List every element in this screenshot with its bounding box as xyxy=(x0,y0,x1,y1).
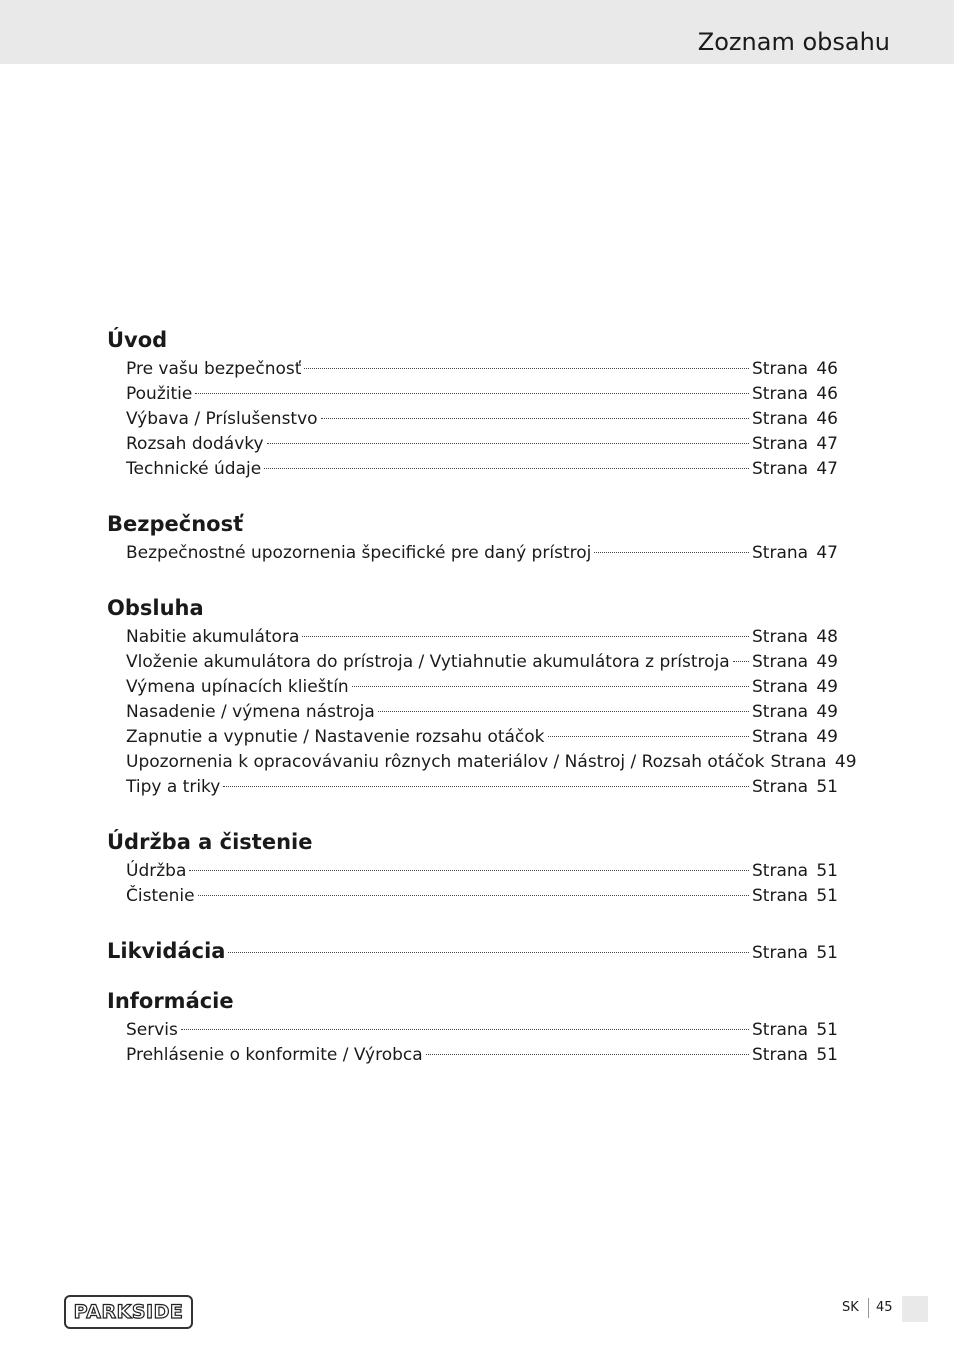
toc-entry[interactable] xyxy=(107,432,838,457)
toc-entry[interactable] xyxy=(107,775,838,800)
page-word: Strana xyxy=(752,702,809,722)
logo-text: PARKSIDE xyxy=(73,1301,184,1323)
section-title: Obsluha xyxy=(107,596,204,620)
dot-leader xyxy=(223,786,749,787)
page-number: 51 xyxy=(816,861,838,881)
table-of-contents xyxy=(107,323,857,1068)
page-word: Strana xyxy=(752,459,809,479)
parkside-logo xyxy=(64,1295,193,1329)
toc-entry-label: Údržba xyxy=(126,861,187,881)
page-word: Strana xyxy=(752,434,809,454)
dot-leader xyxy=(733,661,749,662)
toc-entry[interactable] xyxy=(107,700,838,725)
section-title: Likvidácia xyxy=(107,939,226,963)
dot-leader xyxy=(302,636,749,637)
toc-section-udrzba xyxy=(107,825,838,934)
toc-entry[interactable] xyxy=(107,457,838,482)
toc-entry-label: Čistenie xyxy=(126,886,195,906)
toc-entry-label: Bezpečnostné upozornenia špecifické pre daný prístroj xyxy=(126,543,592,563)
page-number: 51 xyxy=(816,777,838,797)
dot-leader xyxy=(264,468,749,469)
toc-entry-label: Upozornenia k opracovávaniu rôznych materiálov / Nástroj / Rozsah otáčok xyxy=(126,752,765,772)
toc-entry-label: Použitie xyxy=(126,384,193,404)
toc-entry[interactable] xyxy=(107,884,838,909)
dot-leader xyxy=(267,443,749,444)
dot-leader xyxy=(378,711,749,712)
page-word: Strana xyxy=(752,652,809,672)
dot-leader xyxy=(594,552,749,553)
page-word: Strana xyxy=(752,409,809,429)
page-word: Strana xyxy=(752,384,809,404)
page-word: Strana xyxy=(752,543,809,563)
toc-entry[interactable] xyxy=(107,859,838,884)
toc-section-informacie xyxy=(107,984,838,1068)
dot-leader xyxy=(181,1029,749,1030)
dot-leader xyxy=(548,736,749,737)
page-number: 47 xyxy=(816,459,838,479)
page-number: 51 xyxy=(816,943,838,963)
section-title: Úvod xyxy=(107,328,168,352)
dot-leader xyxy=(189,870,749,871)
toc-entry-label: Servis xyxy=(126,1020,178,1040)
toc-entry-label: Výmena upínacích klieštín xyxy=(126,677,349,697)
toc-section-uvod xyxy=(107,323,838,507)
toc-entry-label: Tipy a triky xyxy=(126,777,221,797)
section-title: Bezpečnosť xyxy=(107,512,244,536)
dot-leader xyxy=(352,686,749,687)
toc-entry-label: Nabitie akumulátora xyxy=(126,627,300,647)
page-word: Strana xyxy=(752,886,809,906)
toc-entry[interactable] xyxy=(107,1018,838,1043)
page-number: 49 xyxy=(834,752,857,772)
page-number: 51 xyxy=(816,1045,838,1065)
toc-entry[interactable] xyxy=(107,934,838,968)
toc-entry-label: Prehlásenie o konformite / Výrobca xyxy=(126,1045,423,1065)
dot-leader xyxy=(304,368,749,369)
toc-entry[interactable] xyxy=(107,675,838,700)
footer-divider xyxy=(868,1298,869,1318)
section-title: Údržba a čistenie xyxy=(107,830,313,854)
page-number: 46 xyxy=(816,384,838,404)
toc-entry[interactable] xyxy=(107,1043,838,1068)
toc-entry[interactable] xyxy=(107,407,838,432)
page-number: 47 xyxy=(816,434,838,454)
page-word: Strana xyxy=(752,359,809,379)
toc-entry-label: Zapnutie a vypnutie / Nastavenie rozsahu otáčok xyxy=(126,727,545,747)
page-number: 46 xyxy=(816,359,838,379)
page-title: Zoznam obsahu xyxy=(697,28,890,56)
dot-leader xyxy=(321,418,749,419)
page-number: 51 xyxy=(816,1020,838,1040)
toc-entry-label: Pre vašu bezpečnosť xyxy=(126,359,302,379)
toc-entry[interactable] xyxy=(107,382,838,407)
page-word: Strana xyxy=(770,752,827,772)
page-word: Strana xyxy=(752,777,809,797)
page-word: Strana xyxy=(752,727,809,747)
toc-section-obsluha xyxy=(107,591,857,825)
page-number: 49 xyxy=(816,652,838,672)
section-title: Informácie xyxy=(107,989,234,1013)
page-number: 49 xyxy=(816,727,838,747)
dot-leader xyxy=(228,952,749,953)
page-word: Strana xyxy=(752,677,809,697)
toc-entry[interactable] xyxy=(107,357,838,382)
toc-entry[interactable] xyxy=(107,650,838,675)
toc-section-bezpecnost xyxy=(107,507,838,591)
page-word: Strana xyxy=(752,1020,809,1040)
toc-entry-label: Rozsah dodávky xyxy=(126,434,264,454)
dot-leader xyxy=(195,393,749,394)
toc-entry-label: Nasadenie / výmena nástroja xyxy=(126,702,375,722)
toc-entry-label: Technické údaje xyxy=(126,459,262,479)
toc-entry-label: Vloženie akumulátora do prístroja / Vytiahnutie akumulátora z prístroja xyxy=(126,652,730,672)
toc-entry-label: Výbava / Príslušenstvo xyxy=(126,409,318,429)
page-number: 46 xyxy=(816,409,838,429)
page-number: 47 xyxy=(816,543,838,563)
language-code: SK xyxy=(842,1300,859,1315)
page-number: 49 xyxy=(816,677,838,697)
toc-entry[interactable] xyxy=(107,750,857,775)
page-number: 49 xyxy=(816,702,838,722)
dot-leader xyxy=(426,1054,749,1055)
page-word: Strana xyxy=(752,943,809,963)
dot-leader xyxy=(198,895,749,896)
page-word: Strana xyxy=(752,861,809,881)
toc-section-likvidacia xyxy=(107,934,838,984)
toc-entry[interactable] xyxy=(107,625,838,650)
toc-entry[interactable] xyxy=(107,725,838,750)
page-word: Strana xyxy=(752,627,809,647)
page-word: Strana xyxy=(752,1045,809,1065)
page-number: 48 xyxy=(816,627,838,647)
page-number: 51 xyxy=(816,886,838,906)
footer-tab-marker xyxy=(902,1296,928,1322)
page-number-footer: 45 xyxy=(876,1300,893,1315)
toc-entry[interactable] xyxy=(107,541,838,566)
